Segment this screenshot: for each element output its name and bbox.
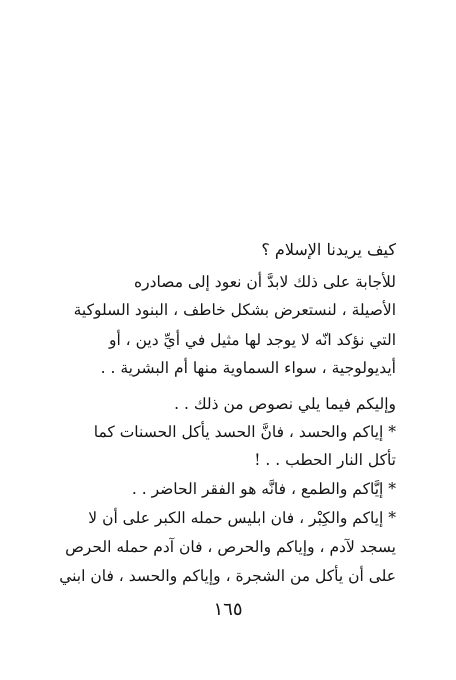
- body-line-7: تأكل النار الحطب . . !: [254, 451, 396, 469]
- body-line-5: وإليكم فيما يلي نصوص من ذلك . .: [174, 395, 396, 413]
- body-line-6: * إياكم والحسد ، فانَّ الحسد يأكل الحسنات كما: [93, 423, 396, 441]
- body-line-9: * إياكم والكِبْر ، فان ابليس حمله الكبر على أن لا: [88, 509, 396, 527]
- body-line-4: أيديولوجية ، سواء السماوية منها أم البشرية . .: [100, 359, 396, 377]
- body-line-8: * إيَّاكم والطمع ، فانَّه هو الفقر الحاضر . .: [131, 480, 396, 498]
- body-line-2: الأصيلة ، لنستعرض بشكل خاطف ، البنود السلوكية: [73, 301, 396, 319]
- section-heading: كيف يريدنا الإسلام ؟: [261, 240, 396, 259]
- body-line-10: يسجد لآدم ، وإياكم والحرص ، فان آدم حمله الحرص: [65, 538, 396, 556]
- body-line-11: على أن يأكل من الشجرة ، وإياكم والحسد ، فان ابني: [59, 567, 396, 585]
- body-line-1: للأجابة على ذلك لابدَّ أن نعود إلى مصادره: [134, 273, 396, 291]
- body-line-3: التي نؤكد انّه لا يوجد لها مثيل في أيِّ دين ، أو: [108, 331, 396, 349]
- page-number: ١٦٥: [213, 599, 243, 620]
